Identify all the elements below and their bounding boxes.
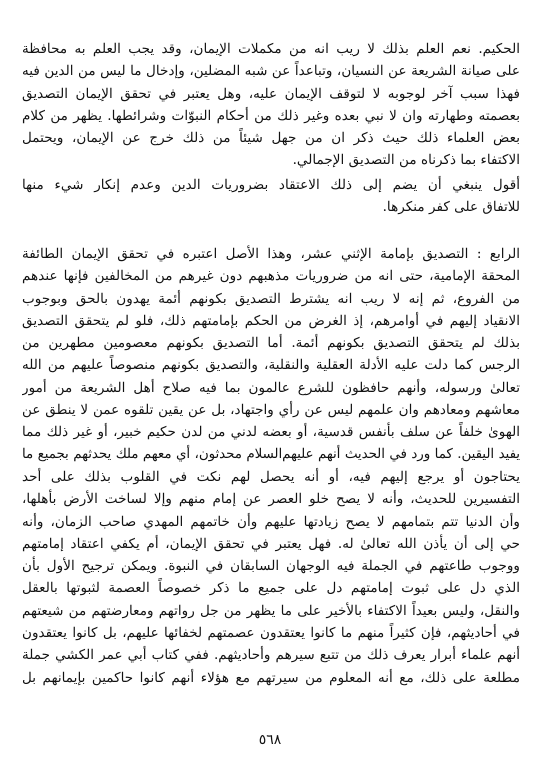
text-line: المحقة الإمامية، حتى انه من ضروريات مذهبهم دون غيرهم من المخالفين فإنها عندهم — [22, 268, 520, 285]
text-line: يحتاجون أو يرجع إليهم فيه، أو أنه يحصل لهم نكت في القلوب بذلك على أحد — [22, 468, 520, 485]
text-line: الانقياد إليهم في أوامرهم، إذ الغرض من الحكم بإمامتهم ذلك، فلو لم يتحقق التصديق — [22, 312, 520, 329]
text-line: الهوىٰ خلفاً عن سلف بأنفس قدسية، أو بعضه لدني من لدن حكيم خبير، أو غير ذلك مما — [22, 424, 520, 441]
text-line: الرجس كما دلت عليه الأدلة العقلية والنقلية، والتصديق بكونهم منصوصاً عليهم من الله — [22, 357, 520, 374]
text-line: حي إلى أن يأذن الله تعالىٰ له. فهل يعتبر في تحقق الإيمان، أم يكفي اعتقاد إمامتهم — [22, 535, 520, 552]
text-line: التفسيرين للحديث، وأنه لا يصح خلو العصر عن إمام منهم وإلا لساخت الأرض بأهلها، — [22, 491, 520, 508]
text-line: الاكتفاء بما ذكرناه من التصديق الإجمالي. — [292, 152, 520, 169]
paragraph-1 — [22, 38, 520, 172]
text-line: يفيد اليقين. كما ورد في الحديث أنهم عليهم‌السلام محدثون، أي معهم ملك يحدثهم بجميع ما — [22, 446, 520, 462]
text-line: الذي دل على ثبوت إمامتهم دل على جميع ما ذكر خصوصاً العصمة لثبوتها بالعقل — [22, 580, 520, 597]
text-line: للاتفاق على كفر منكرها. — [382, 199, 520, 216]
text-line: في أحاديثهم، فإن كثيراً منهم ما كانوا يعتقدون عصمتهم لخفائها عليهم، بل كانوا يعتقدون — [22, 625, 520, 642]
text-line: تعالىٰ ورسوله، وأنهم حافظون للشرع عالمون بما فيه صلاح أهل الشريعة من أمور — [22, 379, 520, 396]
paragraph-2 — [22, 174, 520, 219]
text-line: بعصمته وطهارته وان لا نبي بعده وغير ذلك من أحكام النبوّات وشرائطها. يظهر من كلام — [22, 107, 520, 124]
text-line: على صيانة الشريعة عن النسيان، وتباعداً عن شبه المضلين، وإدخال ما ليس من الدين فيه — [22, 63, 520, 80]
text-line: والنقل، وليس بعيداً الاكتفاء بالأخير على ما يظهر من جل رواتهم ومعارضتهم من شيعتهم — [22, 602, 520, 619]
text-line: أقول ينبغي أن يضم إلى ذلك الاعتقاد بضروريات الدين وعدم إنكار شيء منها — [22, 177, 520, 193]
text-line: وأن الدنيا تتم بتمامهم لا يصح زيادتها عليهم وأن خاتمهم المهدي صاحب الزمان، وأنه — [22, 513, 520, 530]
text-line: الحكيم. نعم العلم بذلك لا ريب انه من مكملات الإيمان، وقد يجب العلم به محافظة — [22, 41, 520, 57]
page-number: ٥٦٨ — [258, 732, 282, 748]
text-line: بعض العلماء ذلك حيث ذكر ان من جهل شيئاً من ذلك خرج عن الإيمان، ويحتمل — [22, 130, 520, 147]
text-line: بذلك لم يتحقق التصديق بكونهم أئمة. أما التصديق بكونهم معصومين مطهرين من — [22, 335, 520, 352]
text-line: الرابع : التصديق بإمامة الإثني عشر، وهذا الأصل اعتبره في تحقق الإيمان الطائفة — [22, 246, 520, 262]
text-line: معاشهم ومعادهم وان علمهم ليس عن رأي واجتهاد، بل عن يقين تلقوه عمن لا ينطق عن — [22, 402, 520, 419]
text-line: فهذا سبب آخر لوجوبه لا لتوقف الإيمان عليه، وهل يعتبر في تحقق الإيمان التصديق — [22, 85, 520, 102]
text-line: مطلعة على ذلك، مع أنه المعلوم من سيرتهم مع هؤلاء أنهم كانوا حاكمين بإيمانهم بل — [22, 669, 520, 686]
text-line: ووجوب طاعتهم في الجملة فيه الوجهان السابقان في النبوة. ويمكن ترجيح الأول بأن — [22, 558, 520, 575]
paragraph-3 — [22, 243, 520, 689]
text-line: من الفروع، ثم إنه لا ريب انه يشترط التصديق بكونهم أئمة يهدون بالحق وبوجوب — [22, 290, 520, 307]
text-line: أنهم علماء أبرار يعرف ذلك من تتبع سيرهم وأحاديثهم. ففي كتاب أبي عمر الكشي جملة — [22, 647, 520, 664]
